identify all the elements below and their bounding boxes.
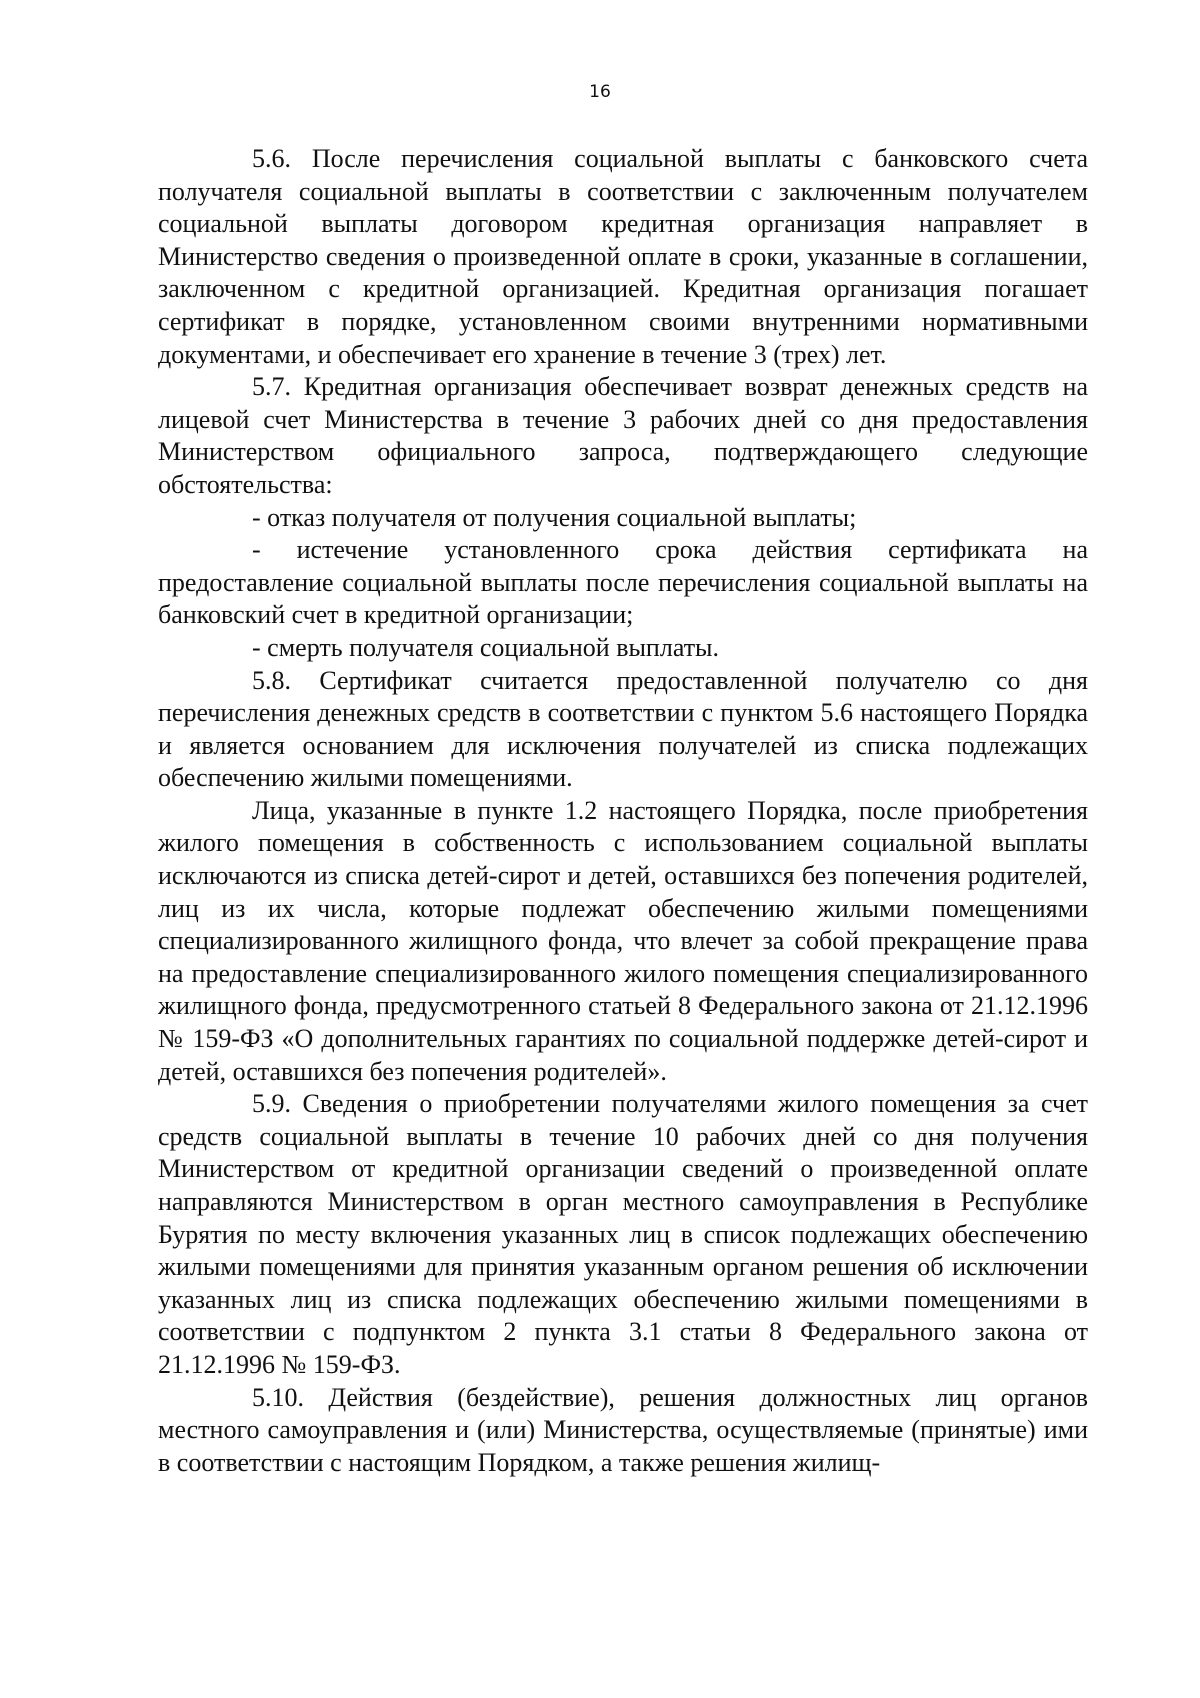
list-item-expiry: - истечение установленного срока действия сертификата на предоставление социальной выплаты после перечисления социальной выплаты на банковский счет в кредитной организации;	[158, 535, 1088, 630]
paragraph-5-7: 5.7. Кредитная организация обеспечивает возврат денежных средств на лицевой счет Министерства в течение 3 рабочих дней со дня предоставления Министерством официального запроса, подтверждающего следующие обстоятельства:	[158, 372, 1088, 499]
paragraph-5-9: 5.9. Сведения о приобретении получателями жилого помещения за счет средств социальной выплаты в течение 10 рабочих дней со дня получения Министерством от кредитной организации сведений о произведенной оплате направляются Министерством в орган местного самоуправления в Республике Бурятия по месту включения указанных лиц в список подлежащих обеспечению жилыми помещениями для принятия указанным органом решения об исключении указанных лиц из списка подлежащих обеспечению жилыми помещениями в соответствии с подпунктом 2 пункта 3.1 статьи 8 Федерального закона от 21.12.1996 № 159-ФЗ.	[158, 1089, 1088, 1379]
document-body	[158, 143, 1088, 1479]
paragraph-5-6: 5.6. После перечисления социальной выплаты с банковского счета получателя социальной выплаты в соответствии с заключенным получателем социальной выплаты договором кредитная организация направляет в Министерство сведения о произведенной оплате в сроки, указанные в соглашении, заключенном с кредитной организацией. Кредитная организация погашает сертификат в порядке, установленном своими внутренними нормативными документами, и обеспечивает его хранение в течение 3 (трех) лет.	[158, 144, 1088, 369]
page-number: 16	[589, 82, 611, 102]
list-item-death: - смерть получателя социальной выплаты.	[252, 632, 720, 662]
paragraph-5-10: 5.10. Действия (бездействие), решения должностных лиц органов местного самоуправления и (или) Министерства, осуществляемые (принятые) ими в соответствии с настоящим Порядком, а также решения жилищ-	[158, 1382, 1088, 1477]
paragraph-5-8: 5.8. Сертификат считается предоставленной получателю со дня перечисления денежных средств в соответствии с пунктом 5.6 настоящего Порядка и является основанием для исключения получателей из списка подлежащих обеспечению жилыми помещениями.	[158, 665, 1088, 793]
paragraph-persons: Лица, указанные в пункте 1.2 настоящего Порядка, после приобретения жилого помещения в собственность с использованием социальной выплаты исключаются из списка детей-сирот и детей, оставшихся без попечения родителей, лиц из их числа, которые подлежат обеспечению жилыми помещениями специализированного жилищного фонда, что влечет за собой прекращение права на предоставление специализированного жилого помещения специализированного жилищного фонда, предусмотренного статьей 8 Федерального закона от 21.12.1996 № 159-ФЗ «О дополнительных гарантиях по социальной поддержке детей-сирот и детей, оставшихся без попечения родителей».	[158, 795, 1088, 1086]
list-item-refusal: - отказ получателя от получения социальной выплаты;	[252, 502, 857, 532]
